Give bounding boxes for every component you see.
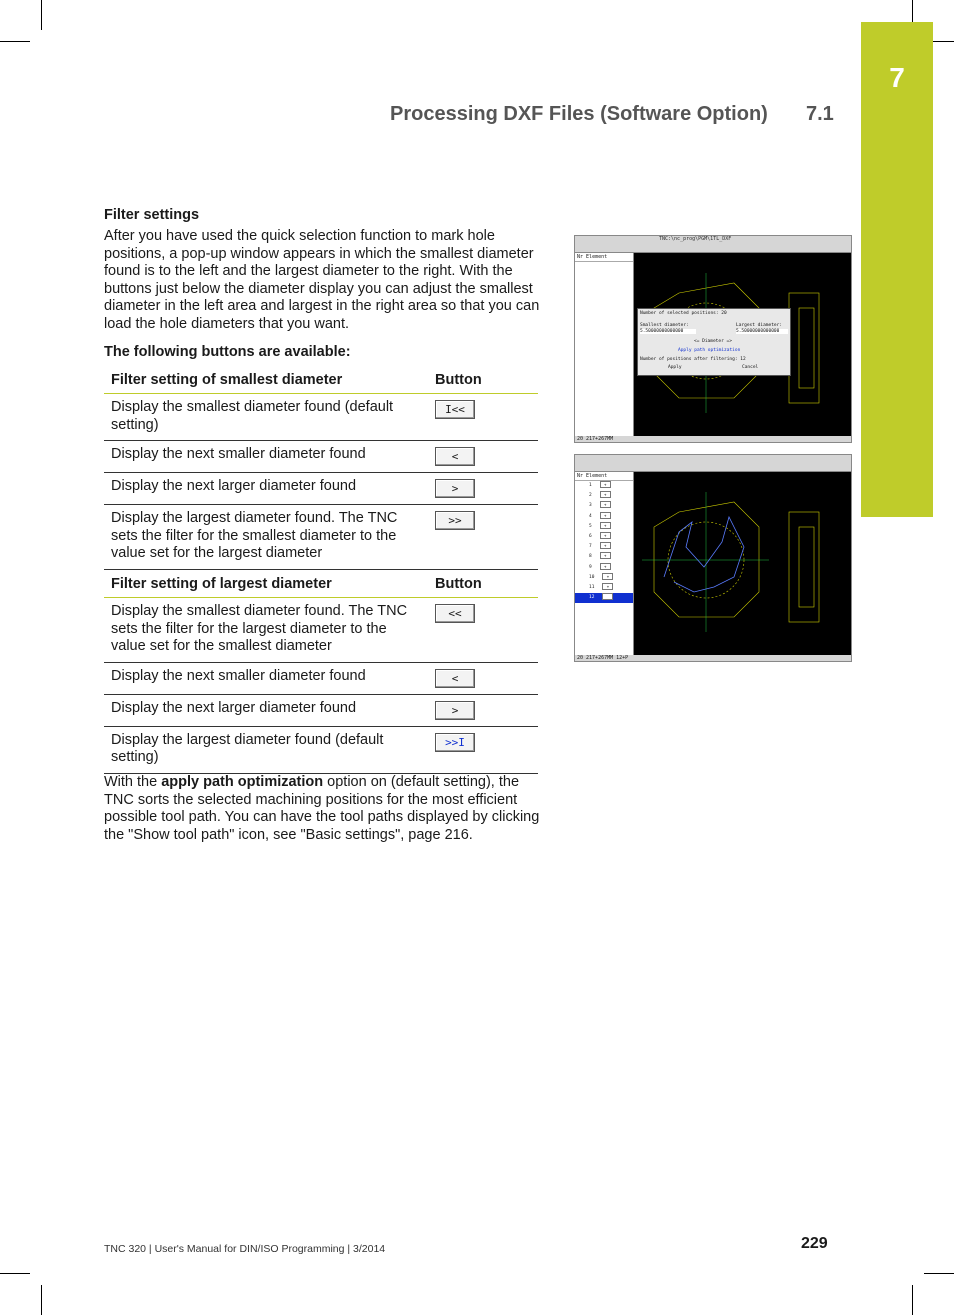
largest-filter-table xyxy=(104,572,538,774)
list-item[interactable]: 10 + xyxy=(589,573,633,583)
buttons-heading: The following buttons are available: xyxy=(104,344,351,360)
toolbar xyxy=(575,236,851,253)
footer-text: TNC 320 | User's Manual for DIN/ISO Programming | 3/2014 xyxy=(104,1243,386,1255)
table-row xyxy=(104,662,538,694)
rewind-button-icon: << xyxy=(435,604,475,623)
window-title: TNC:\nc_prog\PGM\1TL_DXF xyxy=(659,236,732,242)
smallest-filter-table xyxy=(104,368,538,570)
list-item[interactable]: 7 + xyxy=(589,542,633,552)
page-number: 229 xyxy=(801,1235,828,1252)
screenshot-tool-path xyxy=(574,454,852,662)
table-header: Filter setting of largest diameter xyxy=(104,572,428,598)
table-header: Button xyxy=(428,368,538,394)
row-description: Display the smallest diameter found (default setting) xyxy=(104,394,428,441)
filter-dialog xyxy=(637,308,791,376)
table-header: Filter setting of smallest diameter xyxy=(104,368,428,394)
smallest-label: Smallest diameter: xyxy=(640,323,689,328)
crop-mark xyxy=(41,1285,42,1315)
table-row xyxy=(104,726,538,773)
prev-button-icon: < xyxy=(435,447,475,466)
table-row xyxy=(104,473,538,505)
status-bar: 20 217+267MM xyxy=(575,436,851,442)
table-row xyxy=(104,441,538,473)
chapter-number: 7 xyxy=(889,62,905,93)
cancel-button[interactable]: Cancel xyxy=(742,365,759,370)
table-row xyxy=(104,505,538,570)
position-list xyxy=(575,481,633,603)
row-description: Display the largest diameter found (default setting) xyxy=(104,726,428,773)
list-item[interactable]: 11 + xyxy=(589,583,633,593)
list-item[interactable]: 6 + xyxy=(589,532,633,542)
column-nr: Nr xyxy=(577,254,584,260)
crop-mark xyxy=(924,1273,954,1274)
crop-mark xyxy=(0,1273,30,1274)
intro-paragraph: After you have used the quick selection function to mark hole positions, a pop-up window appears in which the smallest diameter found is to the left and the largest diameter to the right. With the buttons just below the diameter display you can adjust the smallest diameter in the left area and largest in the right area so that you can load the hole diameters that you want. xyxy=(104,228,540,332)
table-row xyxy=(104,694,538,726)
list-item-selected[interactable]: 12 + xyxy=(575,593,633,603)
list-item[interactable]: 3 + xyxy=(589,501,633,511)
column-nr: Nr xyxy=(577,473,584,479)
first-button-icon: I<< xyxy=(435,400,475,419)
dxf-tool-path-drawing xyxy=(634,472,851,655)
crop-mark xyxy=(41,0,42,30)
row-description: Display the next larger diameter found xyxy=(104,694,428,726)
crop-mark xyxy=(0,41,30,42)
row-description: Display the next smaller diameter found xyxy=(104,662,428,694)
next-button-icon: > xyxy=(435,479,475,498)
list-item[interactable]: 8 + xyxy=(589,552,633,562)
fast-forward-button-icon: >> xyxy=(435,511,475,530)
table-row xyxy=(104,598,538,663)
list-item[interactable]: 5 + xyxy=(589,522,633,532)
next-button-icon: > xyxy=(435,701,475,720)
closing-paragraph xyxy=(104,774,544,844)
row-description: Display the next smaller diameter found xyxy=(104,441,428,473)
chapter-tab xyxy=(861,22,933,517)
list-item[interactable]: 1 + xyxy=(589,481,633,491)
row-description: Display the smallest diameter found. The TNC sets the filter for the largest diameter to the value set for the smallest diameter xyxy=(104,598,428,663)
crop-mark xyxy=(912,1285,913,1315)
toolbar xyxy=(575,455,851,472)
row-description: Display the largest diameter found. The TNC sets the filter for the smallest diameter to the value set for the largest diameter xyxy=(104,505,428,570)
diameter-label: <= Diameter => xyxy=(694,339,732,344)
column-element: Element xyxy=(586,254,608,260)
prev-button-icon: < xyxy=(435,669,475,688)
page-header-section: 7.1 xyxy=(806,103,834,125)
element-list xyxy=(575,472,634,655)
closing-text: option on (default setting), the TNC sorts the selected machining positions for the most efficient possible tool path. You can have the tool paths displayed by clicking the "Show tool path" icon, see "Basic settings", page 216. xyxy=(104,774,540,843)
selected-count: Number of selected positions: 20 xyxy=(640,311,727,316)
list-item[interactable]: 9 + xyxy=(589,563,633,573)
closing-bold: apply path optimization xyxy=(161,774,324,790)
smallest-value-field[interactable]: 5.50000000000000 xyxy=(640,329,696,334)
row-description: Display the next larger diameter found xyxy=(104,473,428,505)
page-header-title: Processing DXF Files (Software Option) xyxy=(390,103,768,125)
status-bar: 20 217+267MM 12+P xyxy=(575,655,851,661)
table-row xyxy=(104,394,538,441)
apply-optimization-checkbox[interactable]: Apply path optimization xyxy=(678,348,741,353)
crop-mark xyxy=(912,0,913,22)
column-element: Element xyxy=(586,473,608,479)
largest-value-field[interactable]: 5.50000000000000 xyxy=(736,329,788,334)
list-item[interactable]: 2 + xyxy=(589,491,633,501)
after-filter-count: Number of positions after filtering: 12 xyxy=(640,357,746,362)
closing-text: With the xyxy=(104,774,162,790)
last-button-icon: >>I xyxy=(435,733,475,752)
list-item[interactable]: 4 + xyxy=(589,512,633,522)
apply-button[interactable]: Apply xyxy=(668,365,682,370)
table-header: Button xyxy=(428,572,538,598)
element-list xyxy=(575,253,634,436)
largest-label: Largest diameter: xyxy=(736,323,783,328)
section-heading: Filter settings xyxy=(104,207,200,223)
screenshot-filter-dialog xyxy=(574,235,852,443)
